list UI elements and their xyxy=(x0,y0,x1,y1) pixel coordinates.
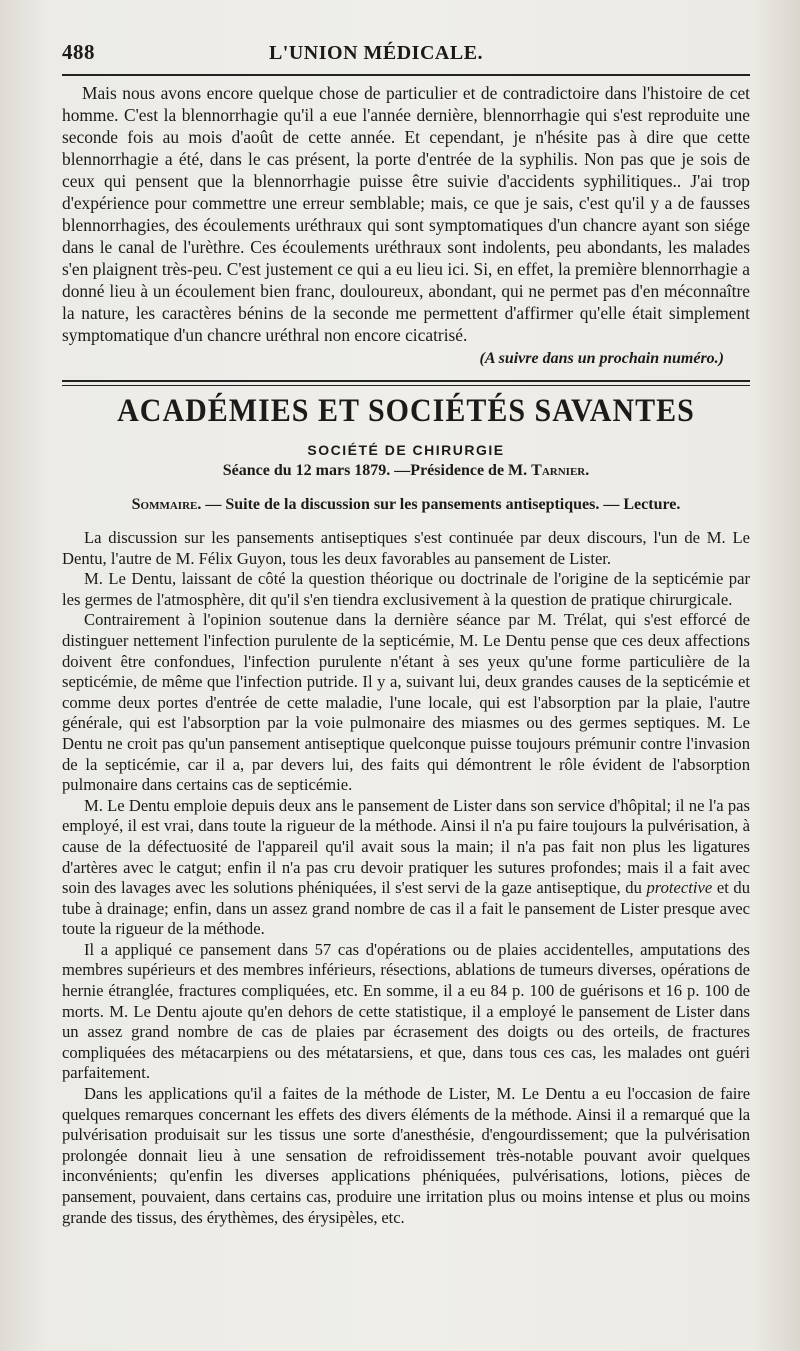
session-president: Tarnier. xyxy=(531,462,590,479)
header-rule xyxy=(62,74,750,76)
report-paragraph-4-part-a: M. Le Dentu emploie depuis deux ans le pansement de Lister dans son service d'hôpital; il ne l'a pas employé, il est vrai, dans toute la rigueur de la méthode. Ainsi il n'a pu faire toujours la pulvérisation, à cause de la défectuosité de l'appareil qu'il avait sous la main; il n'a pas fait non plus les ligatures d'artères avec le catgut; enfin il n'a pas cru devoir pratiquer les sutures profondes; mais il a fait avec soin des lavages avec les solutions phéniquées, il s'est servi de la gaze antiseptique, du xyxy=(62,795,750,898)
report-paragraph-1: La discussion sur les pansements antiseptiques s'est continuée par deux discours, l'un de M. Le Dentu, l'autre de M. Félix Guyon, tous les deux favorables au pansement de Lister. xyxy=(62,528,750,568)
protective-term: protective xyxy=(646,878,713,898)
session-date: Séance du 12 mars 1879. —Présidence de M. xyxy=(222,462,528,479)
report-paragraph-5: Il a appliqué ce pansement dans 57 cas d'opérations ou de plaies accidentelles, amputations des membres supérieurs et des membres inférieurs, résections, ablations de tumeurs diverses, opérations de hernie étranglée, fractures compliquées, etc. En somme, il a eu 84 p. 100 de guérisons et 16 p. 100 de morts. M. Le Dentu ajoute qu'en dehors de cette statistique, il a employé le pansement de Lister dans un assez grand nombre de cas de plaies par écrasement des doigts ou des orteils, de fractures compliquées des métacarpiens ou des métatarsiens, et que, dans tous ces cas, les malades ont guéri parfaitement. xyxy=(62,939,750,1083)
continuation-note: (A suivre dans un prochain numéro.) xyxy=(479,350,724,367)
society-name: SOCIÉTÉ DE CHIRURGIE xyxy=(307,442,505,458)
report-paragraph-2: M. Le Dentu, laissant de côté la question théorique ou doctrinale de l'origine de la septicémie par les germes de l'atmosphère, dit qu'il s'en tiendra exclusivement à la question de pratique chirurgicale. xyxy=(62,569,750,609)
page-number: 488 xyxy=(62,40,95,64)
society-report xyxy=(62,528,750,1228)
session-line xyxy=(62,462,750,480)
previous-article xyxy=(62,82,750,370)
running-head xyxy=(62,40,750,70)
report-paragraph-4-part-b: et du tube à drainage; enfin, dans un assez grand nombre de cas il a fait le pansement de Lister presque avec toute la rigueur de la méthode. xyxy=(62,878,751,939)
summary-label: Sommaire. xyxy=(131,496,202,513)
previous-article-paragraph: Mais nous avons encore quelque chose de particulier et de contradictoire dans l'histoire de cet homme. C'est la blennorrhagie qu'il a eue l'année dernière, blennorrhagie qui s'est reproduite une seconde fois au mois d'août de cette année. Et cependant, je n'hésite pas à dire que cette blennorrhagie a été, dans le cas présent, la porte d'entrée de la syphilis. Non pas que je sois de ceux qui pensent que la blennorrhagie puisse être suivie d'accidents syphilitiques.. J'ai trop d'expérience pour commettre une erreur semblable; mais, ce que je sais, c'est qu'il y a de fausses blennorrhagies, des écoulements uréthraux qui sont symptomatiques d'un chancre ayant son siége dans le canal de l'urèthre. Ces écoulements uréthraux sont indolents, peu abondants, les malades s'en plaignent très-peu. C'est justement ce qui a eu lieu ici. Si, en effet, la première blennorrhagie a donné lieu à un écoulement bien franc, douloureux, abondant, qui ne permet pas d'en méconnaître la nature, les caractères bénins de la seconde me permettent d'affirmer qu'elle était simplement symptomatique d'un chancre uréthral non encore cicatrisé. xyxy=(62,83,750,345)
summary-line xyxy=(62,496,750,514)
section-title: ACADÉMIES ET SOCIÉTÉS SAVANTES xyxy=(117,392,695,429)
journal-title: L'UNION MÉDICALE. xyxy=(268,42,484,64)
section-divider xyxy=(62,380,750,386)
report-paragraph-3: Contrairement à l'opinion soutenue dans la dernière séance par M. Trélat, qui s'est efforcé de distinguer nettement l'infection purulente de la septicémie, M. Le Dentu pense que ces deux affections doivent être confondues, l'infection purulente n'étant à ses yeux qu'une forme particulière de la septicémie, de même que l'infection putride. Il y a, suivant lui, deux grandes causes de la septicémie et comme deux portes d'entrée de cette maladie, l'une locale, qui est l'absorption par la plaie, l'autre générale, qui est l'absorption par la voie pulmonaire des miasmes ou des germes septiques. M. Le Dentu ne croit pas qu'un pansement antiseptique quelconque puisse toujours prémunir contre l'invasion de la septicémie, car il a, par devers lui, des faits qui démontrent le rôle évident de l'absorption pulmonaire dans certains cas de septicémie. xyxy=(62,610,750,795)
summary-text: — Suite de la discussion sur les pansements antiseptiques. — Lecture. xyxy=(205,496,681,513)
report-paragraph-6: Dans les applications qu'il a faites de la méthode de Lister, M. Le Dentu a eu l'occasion de faire quelques remarques concernant les effets des divers éléments de la méthode. Ainsi il a remarqué que la pulvérisation produisait sur les tissus une sorte d'anesthésie, d'engourdissement; que la pulvérisation prolongée donnait lieu à une sensation de refroidissement très-notable pouvant avoir quelques inconvénients; qu'enfin les diverses applications phéniquées, pulvérisations, lotions, pièces de pansement, pouvaient, dans certains cas, produire une irritation plus ou moins intense et plus ou moins grande des tissus, des érythèmes, des érysipèles, etc. xyxy=(62,1084,750,1227)
report-paragraph-4 xyxy=(62,796,750,940)
